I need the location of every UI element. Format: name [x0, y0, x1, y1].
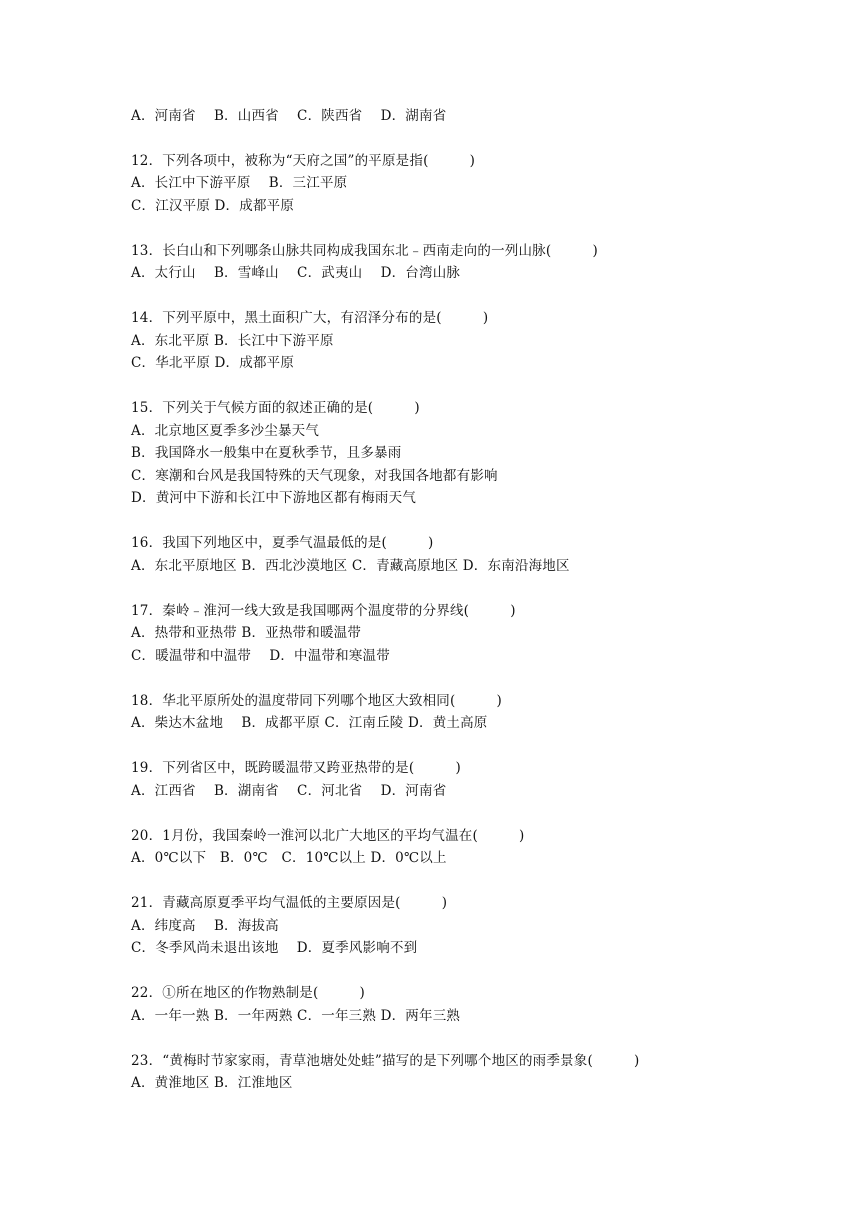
q13-options: A．太行山 B．雪峰山 C．武夷山 D．台湾山脉 [131, 265, 461, 281]
q12-options-line-1: A．长江中下游平原 B．三江平原 [131, 175, 348, 191]
q14-stem: 14．下列平原中，黑土面积广大，有沼泽分布的是( ) [131, 310, 489, 326]
q20-options: A．0℃以下 B．0℃ C．10℃以上 D．0℃以上 [131, 850, 447, 866]
q21-options-line-1: A．纬度高 B．海拔高 [131, 918, 279, 934]
q12-options-line-2: C．江汉平原 D．成都平原 [131, 198, 295, 214]
q16-options: A．东北平原地区 B．西北沙漠地区 C．青藏高原地区 D．东南沿海地区 [131, 558, 570, 574]
q17-stem: 17．秦岭﹣淮河一线大致是我国哪两个温度带的分界线( ) [131, 603, 516, 619]
q19-stem: 19．下列省区中，既跨暖温带又跨亚热带的是( ) [131, 760, 461, 776]
q13-stem: 13．长白山和下列哪条山脉共同构成我国东北﹣西南走向的一列山脉( ) [131, 243, 598, 259]
q18-stem: 18．华北平原所处的温度带同下列哪个地区大致相同( ) [131, 693, 503, 709]
q15-option-d: D．黄河中下游和长江中下游地区都有梅雨天气 [131, 490, 417, 506]
q15-option-c: C．寒潮和台风是我国特殊的天气现象，对我国各地都有影响 [131, 468, 498, 484]
q22-options: A．一年一熟 B．一年两熟 C．一年三熟 D．两年三熟 [131, 1008, 461, 1024]
q14-options-line-2: C．华北平原 D．成都平原 [131, 355, 295, 371]
q21-options-line-2: C．冬季风尚未退出该地 D．夏季风影响不到 [131, 940, 418, 956]
q23-options: A．黄淮地区 B．江淮地区 [131, 1075, 293, 1091]
q23-stem: 23．“黄梅时节家家雨，青草池塘处处蛙”描写的是下列哪个地区的雨季景象( ) [131, 1053, 640, 1069]
q17-options-line-2: C．暖温带和中温带 D．中温带和寒温带 [131, 648, 390, 664]
q15-option-b: B．我国降水一般集中在夏秋季节，且多暴雨 [131, 445, 402, 461]
q17-options-line-1: A．热带和亚热带 B．亚热带和暖温带 [131, 625, 362, 641]
q22-stem: 22．①所在地区的作物熟制是( ) [131, 985, 366, 1001]
q20-stem: 20．1月份，我国秦岭一淮河以北广大地区的平均气温在( ) [131, 828, 525, 844]
q15-stem: 15．下列关于气候方面的叙述正确的是( ) [131, 400, 420, 416]
q14-options-line-1: A．东北平原 B．长江中下游平原 [131, 333, 334, 349]
q16-stem: 16．我国下列地区中，夏季气温最低的是( ) [131, 535, 434, 551]
q18-options: A．柴达木盆地 B．成都平原 C．江南丘陵 D．黄土高原 [131, 715, 488, 731]
q19-options: A．江西省 B．湖南省 C．河北省 D．河南省 [131, 783, 447, 799]
q15-option-a: A．北京地区夏季多沙尘暴天气 [131, 423, 320, 439]
q12-stem: 12．下列各项中，被称为“天府之国”的平原是指( ) [131, 153, 476, 169]
q21-stem: 21．青藏高原夏季平均气温低的主要原因是( ) [131, 895, 448, 911]
q11-options: A．河南省 B．山西省 C．陕西省 D．湖南省 [131, 108, 447, 124]
